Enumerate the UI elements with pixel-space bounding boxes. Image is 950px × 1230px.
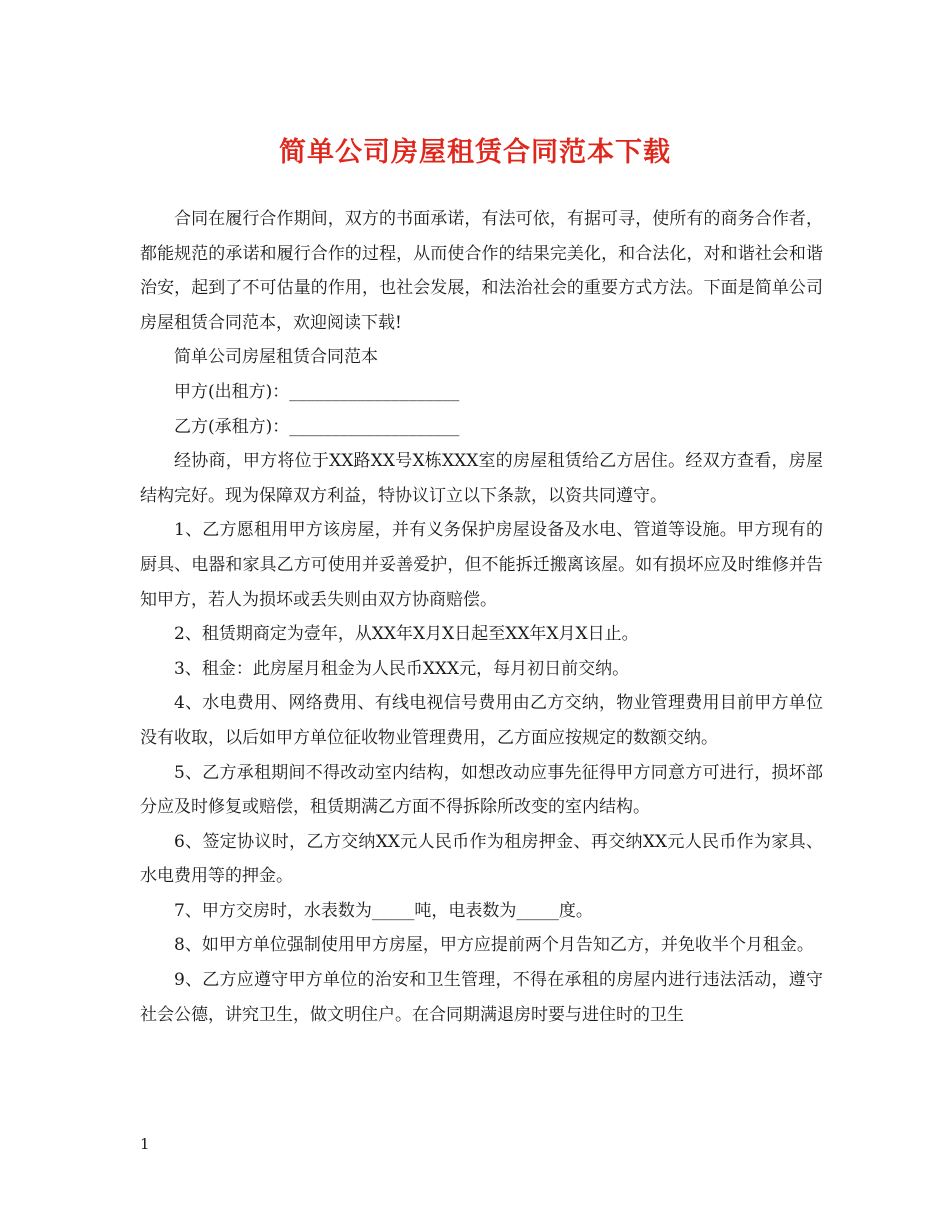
- paragraph-party-a: 甲方(出租方)：____________________: [174, 381, 460, 402]
- paragraph-party-b: 乙方(承租方)：____________________: [174, 416, 460, 437]
- paragraph-clause-8: 8、如甲方单位强制使用甲方房屋，甲方应提前两个月告知乙方，并免收半个月租金。: [174, 935, 814, 956]
- paragraph-preamble: 经协商，甲方将位于XX路XX号X栋XXX室的房屋租赁给乙方居住。经双方查看，房屋结构完好。现为保障双方利益，特协议订立以下条款，以资共同遵守。: [140, 451, 823, 506]
- paragraph-clause-3: 3、租金：此房屋月租金为人民币XXX元，每月初日前交纳。: [174, 658, 630, 679]
- document-title: 简单公司房屋租赁合同范本下载: [279, 137, 671, 168]
- document-body: [140, 202, 823, 1032]
- paragraph-clause-9: 9、乙方应遵守甲方单位的治安和卫生管理，不得在承租的房屋内进行违法活动，遵守社会公德，讲究卫生，做文明住户。在合同期满退房时要与进住时的卫生: [140, 970, 823, 1025]
- page-number: 1: [140, 1135, 150, 1153]
- paragraph-clause-4: 4、水电费用、网络费用、有线电视信号费用由乙方交纳，物业管理费用目前甲方单位没有收取，以后如甲方单位征收物业管理费用，乙方面应按规定的数额交纳。: [140, 693, 823, 748]
- paragraph-clause-2: 2、租赁期商定为壹年，从XX年X月X日起至XX年X月X日止。: [174, 624, 639, 645]
- paragraph-intro: 合同在履行合作期间，双方的书面承诺，有法可依，有据可寻，使所有的商务合作者，都能规范的承诺和履行合作的过程，从而使合作的结果完美化，和合法化，对和谐社会和谐治安，起到了不可估量的作用，也社会发展，和法治社会的重要方式方法。下面是简单公司房屋租赁合同范本，欢迎阅读下载!: [140, 209, 823, 333]
- paragraph-clause-7: 7、甲方交房时，水表数为_____吨，电表数为_____度。: [174, 900, 593, 921]
- paragraph-clause-5: 5、乙方承租期间不得改动室内结构，如想改动应事先征得甲方同意方可进行，损坏部分应及时修复或赔偿，租赁期满乙方面不得拆除所改变的室内结构。: [140, 762, 823, 818]
- paragraph-clause-1: 1、乙方愿租用甲方该房屋，并有义务保护房屋设备及水电、管道等设施。甲方现有的厨具、电器和家具乙方可使用并妥善爱护，但不能拆迁搬离该屋。如有损坏应及时维修并告知甲方，若人为损坏或丢失则由双方协商赔偿。: [140, 520, 823, 610]
- paragraph-clause-6: 6、签定协议时，乙方交纳XX元人民币作为租房押金、再交纳XX元人民币作为家具、水电费用等的押金。: [140, 831, 823, 887]
- paragraph-subtitle: 简单公司房屋租赁合同范本: [174, 347, 378, 368]
